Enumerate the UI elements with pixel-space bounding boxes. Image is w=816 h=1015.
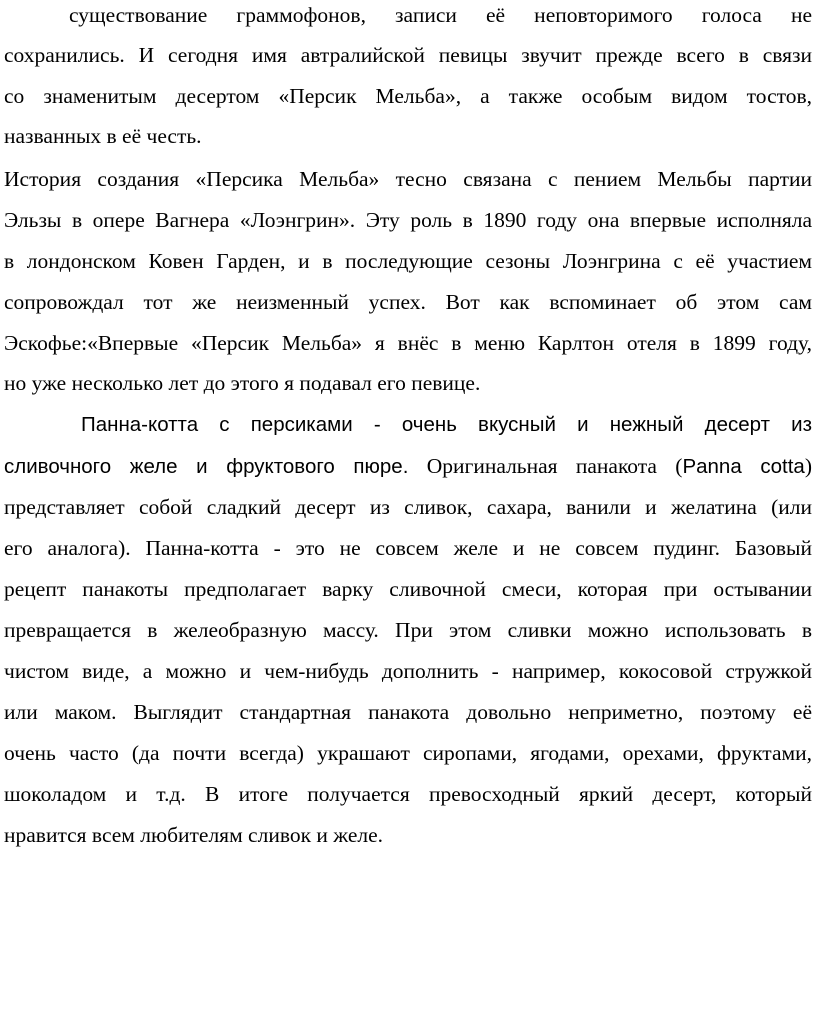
text-span: сливочного желе и фруктового пюре. bbox=[4, 455, 409, 478]
text-line: названных в её честь. bbox=[4, 124, 202, 148]
text-line: или маком. Выглядит стандартная панакота довольно неприметно, поэтому её bbox=[4, 700, 812, 724]
text-span: Panna cotta bbox=[682, 455, 805, 478]
text-line: сопровождал тот же неизменный успех. Вот как вспоминает об этом сам bbox=[4, 290, 812, 314]
text-line: со знаменитым десертом «Персик Мельба», а также особым видом тостов, bbox=[4, 84, 812, 108]
text-line: существование граммофонов, записи её неповторимого голоса не bbox=[69, 3, 812, 27]
text-line: История создания «Персика Мельба» тесно связана с пением Мельбы партии bbox=[4, 167, 812, 191]
text-line: рецепт панакоты предполагает варку сливочной смеси, которая при остывании bbox=[4, 577, 812, 601]
text-line: очень часто (да почти всегда) украшают сиропами, ягодами, орехами, фруктами, bbox=[4, 741, 812, 765]
text-line: нравится всем любителям сливок и желе. bbox=[4, 823, 384, 847]
text-line: но уже несколько лет до этого я подавал его певице. bbox=[4, 371, 481, 395]
text-line: Эскофье:«Впервые «Персик Мельба» я внёс в меню Карлтон отеля в 1899 году, bbox=[4, 331, 812, 355]
text-line: представляет собой сладкий десерт из сливок, сахара, ванили и желатина (или bbox=[4, 495, 812, 519]
text-span: Оригинальная панакота ( bbox=[408, 454, 683, 478]
text-line: превращается в желеобразную массу. При этом сливки можно использовать в bbox=[4, 618, 812, 642]
text-line: сохранились. И сегодня имя автралийской певицы звучит прежде всего в связи bbox=[4, 43, 812, 67]
text-line: шоколадом и т.д. В итоге получается превосходный яркий десерт, который bbox=[4, 782, 812, 806]
text-line: его аналога). Панна-котта - это не совсем желе и не совсем пудинг. Базовый bbox=[4, 536, 812, 560]
text-line-mixed bbox=[4, 451, 812, 481]
text-line: Панна-котта с персиками - очень вкусный и нежный десерт из bbox=[81, 413, 812, 436]
text-line: в лондонском Ковен Гарден, и в последующие сезоны Лоэнгрина с её участием bbox=[4, 249, 812, 273]
text-line: Эльзы в опере Вагнера «Лоэнгрин». Эту роль в 1890 году она впервые исполняла bbox=[4, 208, 812, 232]
text-line: чистом виде, а можно и чем-нибудь дополнить - например, кокосовой стружкой bbox=[4, 659, 812, 683]
text-span: ) bbox=[804, 454, 812, 478]
